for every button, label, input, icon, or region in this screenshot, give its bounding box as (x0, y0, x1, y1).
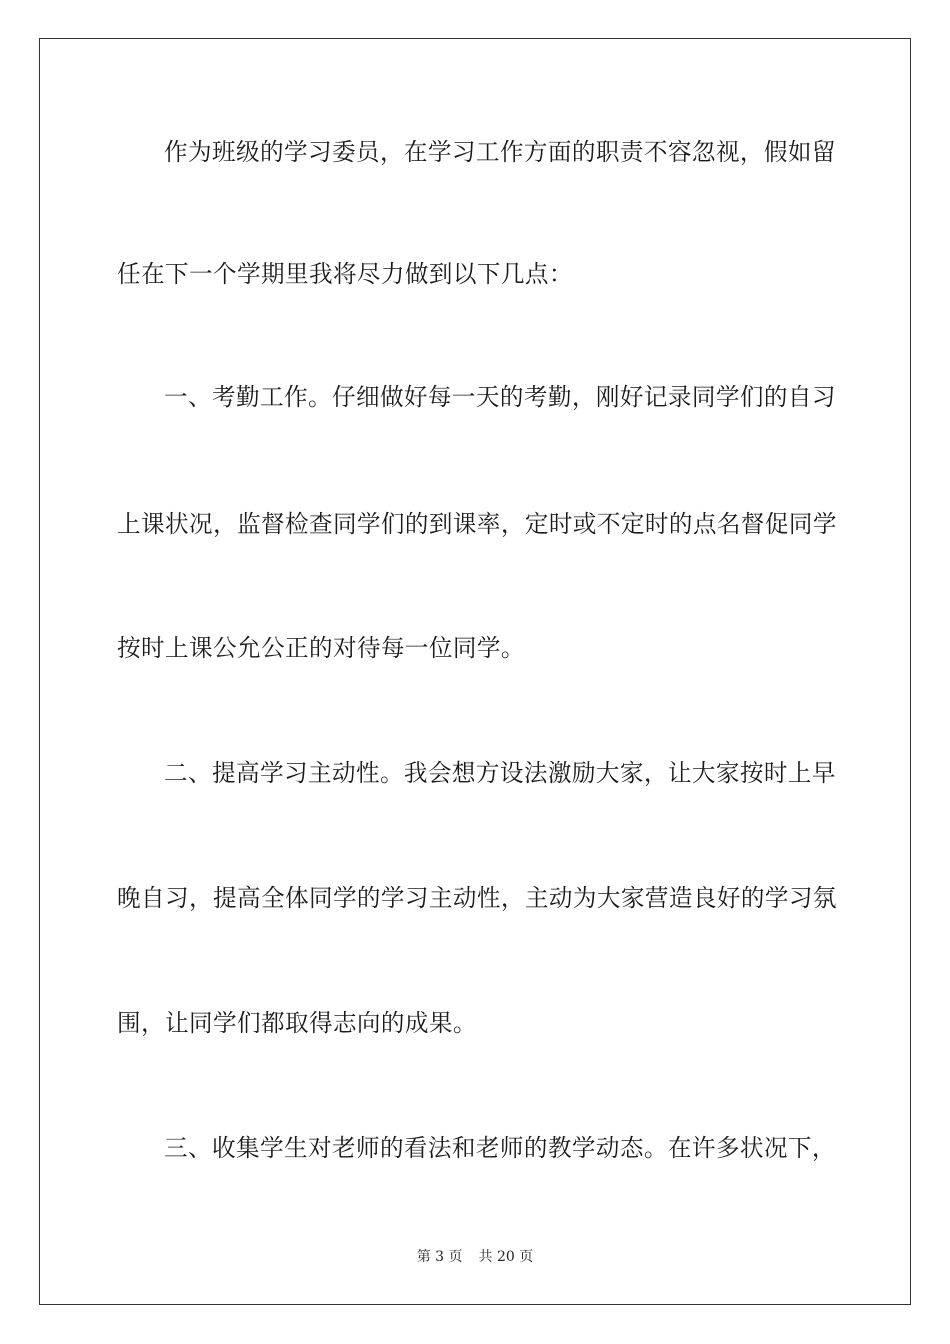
paragraph-line-6: 二、提高学习主动性。我会想方设法激励大家，让大家按时上早 (164, 759, 836, 787)
paragraph-line-1: 作为班级的学习委员，在学习工作方面的职责不容忽视，假如留 (164, 138, 836, 166)
paragraph-line-5: 按时上课公允公正的对待每一位同学。 (117, 634, 525, 662)
paragraph-line-3: 一、考勤工作。仔细做好每一天的考勤，刚好记录同学们的自习 (164, 383, 836, 411)
page-border (39, 38, 911, 1305)
page-total: 共 20 页 (478, 1249, 534, 1265)
paragraph-line-8: 围，让同学们都取得志向的成果。 (117, 1009, 477, 1037)
paragraph-line-2: 任在下一个学期里我将尽力做到以下几点： (117, 260, 573, 288)
paragraph-line-7: 晚自习，提高全体同学的学习主动性，主动为大家营造良好的学习氛 (117, 884, 837, 912)
page-number: 第 3 页 (416, 1249, 463, 1265)
page-footer (0, 1247, 950, 1267)
paragraph-line-4: 上课状况，监督检查同学们的到课率，定时或不定时的点名督促同学 (117, 510, 837, 538)
paragraph-line-9: 三、收集学生对老师的看法和老师的教学动态。在许多状况下， (164, 1134, 836, 1162)
